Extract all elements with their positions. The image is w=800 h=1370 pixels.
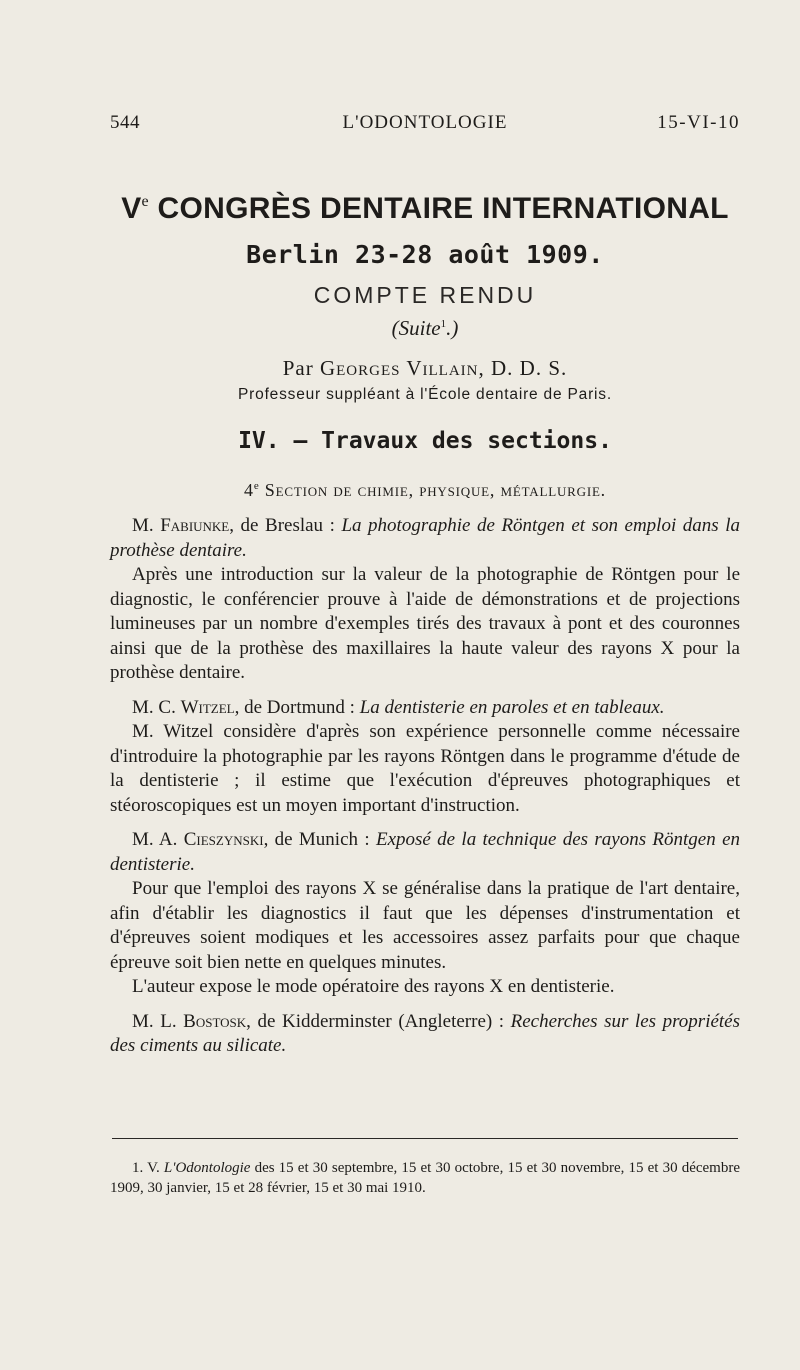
title-ordinal: V <box>121 192 142 225</box>
speaker-place: , de Kidderminster (Angleterre) : <box>246 1010 511 1032</box>
running-head <box>110 112 740 142</box>
suite-note <box>110 316 740 341</box>
title-main: CONGRÈS DENTAIRE INTERNATIONAL <box>148 192 729 225</box>
speaker-name: Witzel <box>180 696 235 718</box>
talk-title: Recherches sur les propriétés des ciments au silicate. <box>110 1010 741 1056</box>
speaker-lead: M. C. <box>132 696 181 718</box>
footnote-number: 1. V. <box>132 1160 164 1176</box>
speaker-place: , de Munich : <box>263 829 376 850</box>
subsection-number: 4 <box>244 480 254 500</box>
paragraph-fabiunke <box>110 514 740 563</box>
subsection-sup: e <box>253 480 260 492</box>
subsection-title: Section de chimie, physique, métallurgie. <box>259 480 606 500</box>
footnote-text: des 15 et 30 septembre, 15 et 30 octobre, 15 et 30 novembre, 15 et 30 décembre 1909, 30 janvier, 15 et 28 février, 15 et 30 mai 1910. <box>110 1160 740 1196</box>
paragraph-cieszynski-method: L'auteur expose le mode opératoire des rayons X en dentisterie. <box>132 976 615 997</box>
speaker-lead: M. A. <box>132 829 184 850</box>
paragraph-bostosk <box>110 1010 740 1059</box>
footnote <box>110 1158 740 1198</box>
journal-name: L'ODONTOLOGIE <box>342 112 508 133</box>
speaker-place: , de Dortmund : <box>234 696 360 718</box>
article-body <box>110 514 740 1059</box>
issue-date: 15-VI-10 <box>657 112 740 133</box>
subsection-heading <box>110 480 740 501</box>
speaker-name: Fabiunke <box>160 515 230 536</box>
suite-footnote-ref[interactable]: 1 <box>440 318 447 330</box>
page-number: 544 <box>110 112 140 133</box>
paragraph-witzel <box>110 696 740 721</box>
talk-title: La dentisterie en paroles et en tableaux. <box>359 696 665 718</box>
footnote-divider <box>112 1138 738 1139</box>
talk-title: Exposé de la technique des rayons Röntgen en dentisterie. <box>110 829 740 875</box>
footnote-journal: L'Odontologie <box>163 1160 251 1176</box>
speaker-lead: M. <box>132 515 161 536</box>
speaker-lead: M. L. <box>132 1010 184 1032</box>
author-position: Professeur suppléant à l'École dentaire de Paris. <box>238 386 612 403</box>
speaker-place: , de Breslau : <box>229 515 342 536</box>
article-title <box>110 192 740 226</box>
speaker-name: Bostosk <box>183 1010 247 1032</box>
speaker-name: Cieszynski <box>183 829 264 850</box>
paragraph-cieszynski <box>110 828 740 877</box>
report-heading: COMPTE RENDU <box>313 282 537 308</box>
section-heading: IV. — Travaux des sections. <box>238 428 612 454</box>
title-ordinal-sup: e <box>141 193 149 210</box>
author-name: Georges Villain <box>319 356 479 380</box>
place-date: Berlin 23-28 août 1909. <box>246 240 604 269</box>
paragraph-witzel-summary: M. Witzel considère d'après son expérience personnelle comme nécessaire d'introduire la photographie par les rayons Röntgen dans le programme d'étude de la dentisterie ; il estime que l'exécution d'épreuves photographiques et stéoroscopiques est un moyen important d'instruction. <box>110 721 740 816</box>
author-degree: , D. D. S. <box>478 356 568 380</box>
suite-end: .) <box>446 316 459 340</box>
paragraph-cieszynski-summary: Pour que l'emploi des rayons X se généralise dans la pratique de l'art dentaire, afin d'établir les diagnostics il faut que les dépenses d'instrumentation et d'épreuves soient modiques et les accessoires assez parfaits pour que chaque épreuve soit bien nette en quelques minutes. <box>110 878 740 973</box>
talk-title: La photographie de Röntgen et son emploi dans la prothèse dentaire. <box>110 515 740 561</box>
suite-label: (Suite <box>391 316 441 340</box>
paragraph-fabiunke-summary: Après une introduction sur la valeur de la photographie de Röntgen pour le diagnostic, le conférencier prouve à l'aide de démonstrations et de projections lumineuses par un nombre d'exemples tirés des travaux à pont et des couronnes ainsi que de la prothèse des maxillaires la haute valeur des rayons X pour la prothèse dentaire. <box>110 564 740 683</box>
author-by: Par <box>282 356 320 380</box>
author-line <box>110 356 740 381</box>
